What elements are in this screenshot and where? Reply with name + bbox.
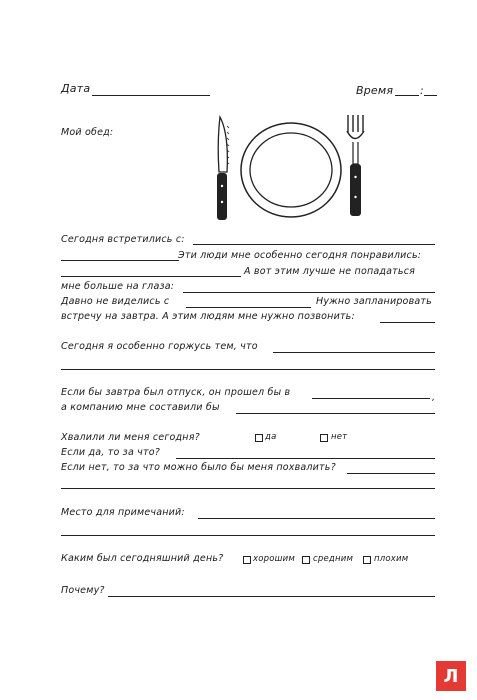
long-time-label: Давно не виделись с xyxy=(61,296,170,307)
day-average-label: средним xyxy=(313,554,354,564)
time-separator: : xyxy=(420,84,424,97)
notes-field[interactable] xyxy=(198,518,435,519)
vacation-place-field[interactable] xyxy=(312,398,430,399)
avoid-label: А вот этим лучше не попадаться xyxy=(244,266,416,277)
day-bad-checkbox[interactable] xyxy=(363,556,371,564)
if-no-field[interactable] xyxy=(347,473,435,474)
long-time-field[interactable] xyxy=(186,307,311,308)
notes-label: Место для примечаний: xyxy=(61,507,185,518)
plate-icon xyxy=(241,123,341,217)
date-field[interactable] xyxy=(92,95,210,96)
lunch-label: Мой обед: xyxy=(61,127,114,138)
why-field[interactable] xyxy=(108,596,435,597)
praise-no-checkbox[interactable] xyxy=(320,434,328,442)
vacation-comma: , xyxy=(432,392,436,403)
plan-label-cont: встречу на завтра. А этим людям мне нужно позвонить: xyxy=(61,311,355,322)
if-no-label: Если нет, то за что можно было бы меня похвалить? xyxy=(61,462,336,473)
why-label: Почему? xyxy=(61,585,105,596)
proud-label: Сегодня я особенно горжусь тем, что xyxy=(61,341,258,352)
met-field-2[interactable] xyxy=(61,260,179,261)
day-average-checkbox[interactable] xyxy=(302,556,310,564)
met-label: Сегодня встретились с: xyxy=(61,234,185,245)
notes-field-2[interactable] xyxy=(61,535,435,536)
if-no-field-2[interactable] xyxy=(61,488,435,489)
place-setting-illustration xyxy=(205,112,375,227)
praise-yes-checkbox[interactable] xyxy=(255,434,263,442)
day-good-checkbox[interactable] xyxy=(243,556,251,564)
liked-field[interactable] xyxy=(61,276,241,277)
time-hours-field[interactable] xyxy=(395,95,419,96)
time-label: Время xyxy=(356,84,394,97)
knife-icon xyxy=(217,117,229,220)
if-yes-field[interactable] xyxy=(176,458,435,459)
day-bad-label: плохим xyxy=(374,554,409,564)
plan-label: Нужно запланировать xyxy=(316,296,432,307)
praise-question: Хвалили ли меня сегодня? xyxy=(61,432,200,443)
vacation-label: Если бы завтра был отпуск, он прошел бы в xyxy=(61,387,291,398)
day-question: Каким был сегодняшний день? xyxy=(61,553,224,564)
company-field[interactable] xyxy=(236,413,435,414)
met-field[interactable] xyxy=(193,244,435,245)
proud-field[interactable] xyxy=(273,352,435,353)
liked-label: Эти люди мне особенно сегодня понравились: xyxy=(178,250,422,261)
if-yes-label: Если да, то за что? xyxy=(61,447,160,458)
avoid-field[interactable] xyxy=(183,292,435,293)
date-label: Дата xyxy=(61,82,91,95)
company-label: а компанию мне составили бы xyxy=(61,402,220,413)
praise-yes-label: да xyxy=(265,432,277,442)
time-minutes-field[interactable] xyxy=(424,95,437,96)
avoid-label-cont: мне больше на глаза: xyxy=(61,281,175,292)
fork-icon xyxy=(347,115,364,216)
proud-field-2[interactable] xyxy=(61,369,435,370)
call-field[interactable] xyxy=(380,322,435,323)
praise-no-label: нет xyxy=(331,432,348,442)
publisher-logo: Л xyxy=(436,661,466,691)
day-good-label: хорошим xyxy=(253,554,295,564)
